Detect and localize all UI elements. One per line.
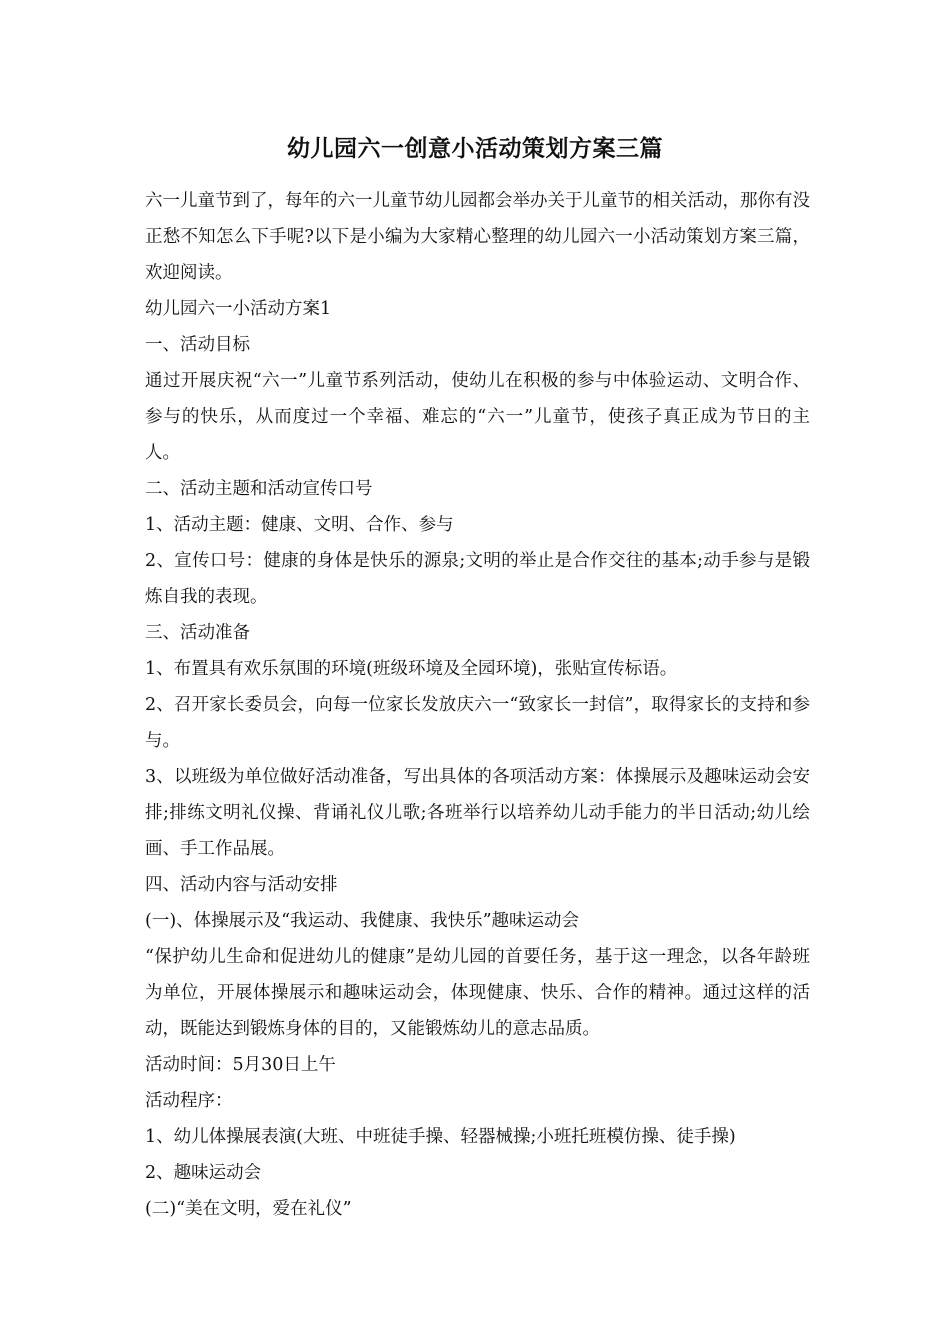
paragraph-prep-2: 2、召开家长委员会，向每一位家长发放庆六一“致家长一封信”，取得家长的支持和参与。 [145,695,810,751]
section-heading-plan-1: 幼儿园六一小活动方案1 [145,299,332,319]
heading-content-schedule: 四、活动内容与活动安排 [145,875,338,895]
paragraph-activity-goal: 通过开展庆祝“六一”儿童节系列活动，使幼儿在积极的参与中体验运动、文明合作、参与的快乐，从而度过一个幸福、难忘的“六一”儿童节，使孩子真正成为节日的主人。 [145,371,810,463]
paragraph-procedure-2: 2、趣味运动会 [145,1163,262,1183]
paragraph-sports-meet: “保护幼儿生命和促进幼儿的健康”是幼儿园的首要任务，基于这一理念，以各年龄班为单位，开展体操展示和趣味运动会，体现健康、快乐、合作的精神。通过这样的活动，既能达到锻炼身体的目的，又能锻炼幼儿的意志品质。 [145,947,810,1039]
document-body [145,183,810,1227]
paragraph-activity-procedure: 活动程序： [145,1091,233,1111]
paragraph-procedure-1: 1、幼儿体操展表演(大班、中班徒手操、轻器械操;小班托班模仿操、徒手操) [145,1127,736,1147]
subheading-sports-meet: (一)、体操展示及“我运动、我健康、我快乐”趣味运动会 [145,911,580,931]
heading-theme-slogan: 二、活动主题和活动宣传口号 [145,479,373,499]
paragraph-prep-3: 3、以班级为单位做好活动准备，写出具体的各项活动方案：体操展示及趣味运动会安排;排练文明礼仪操、背诵礼仪儿歌;各班举行以培养幼儿动手能力的半日活动;幼儿绘画、手工作品展。 [145,767,810,859]
paragraph-theme: 1、活动主题：健康、文明、合作、参与 [145,515,454,535]
heading-activity-goal: 一、活动目标 [145,335,250,355]
paragraph-activity-time: 活动时间：5月30日上午 [145,1055,336,1075]
heading-preparation: 三、活动准备 [145,623,250,643]
paragraph-slogan: 2、宣传口号：健康的身体是快乐的源泉;文明的举止是合作交往的基本;动手参与是锻炼自我的表现。 [145,551,810,607]
intro-paragraph: 六一儿童节到了，每年的六一儿童节幼儿园都会举办关于儿童节的相关活动，那你有没正愁不知怎么下手呢?以下是小编为大家精心整理的幼儿园六一小活动策划方案三篇，欢迎阅读。 [145,191,810,283]
document-title: 幼儿园六一创意小活动策划方案三篇 [287,135,663,162]
paragraph-prep-1: 1、布置具有欢乐氛围的环境(班级环境及全园环境)，张贴宣传标语。 [145,659,678,679]
subheading-civility-etiquette: (二)“美在文明，爱在礼仪” [145,1199,352,1219]
